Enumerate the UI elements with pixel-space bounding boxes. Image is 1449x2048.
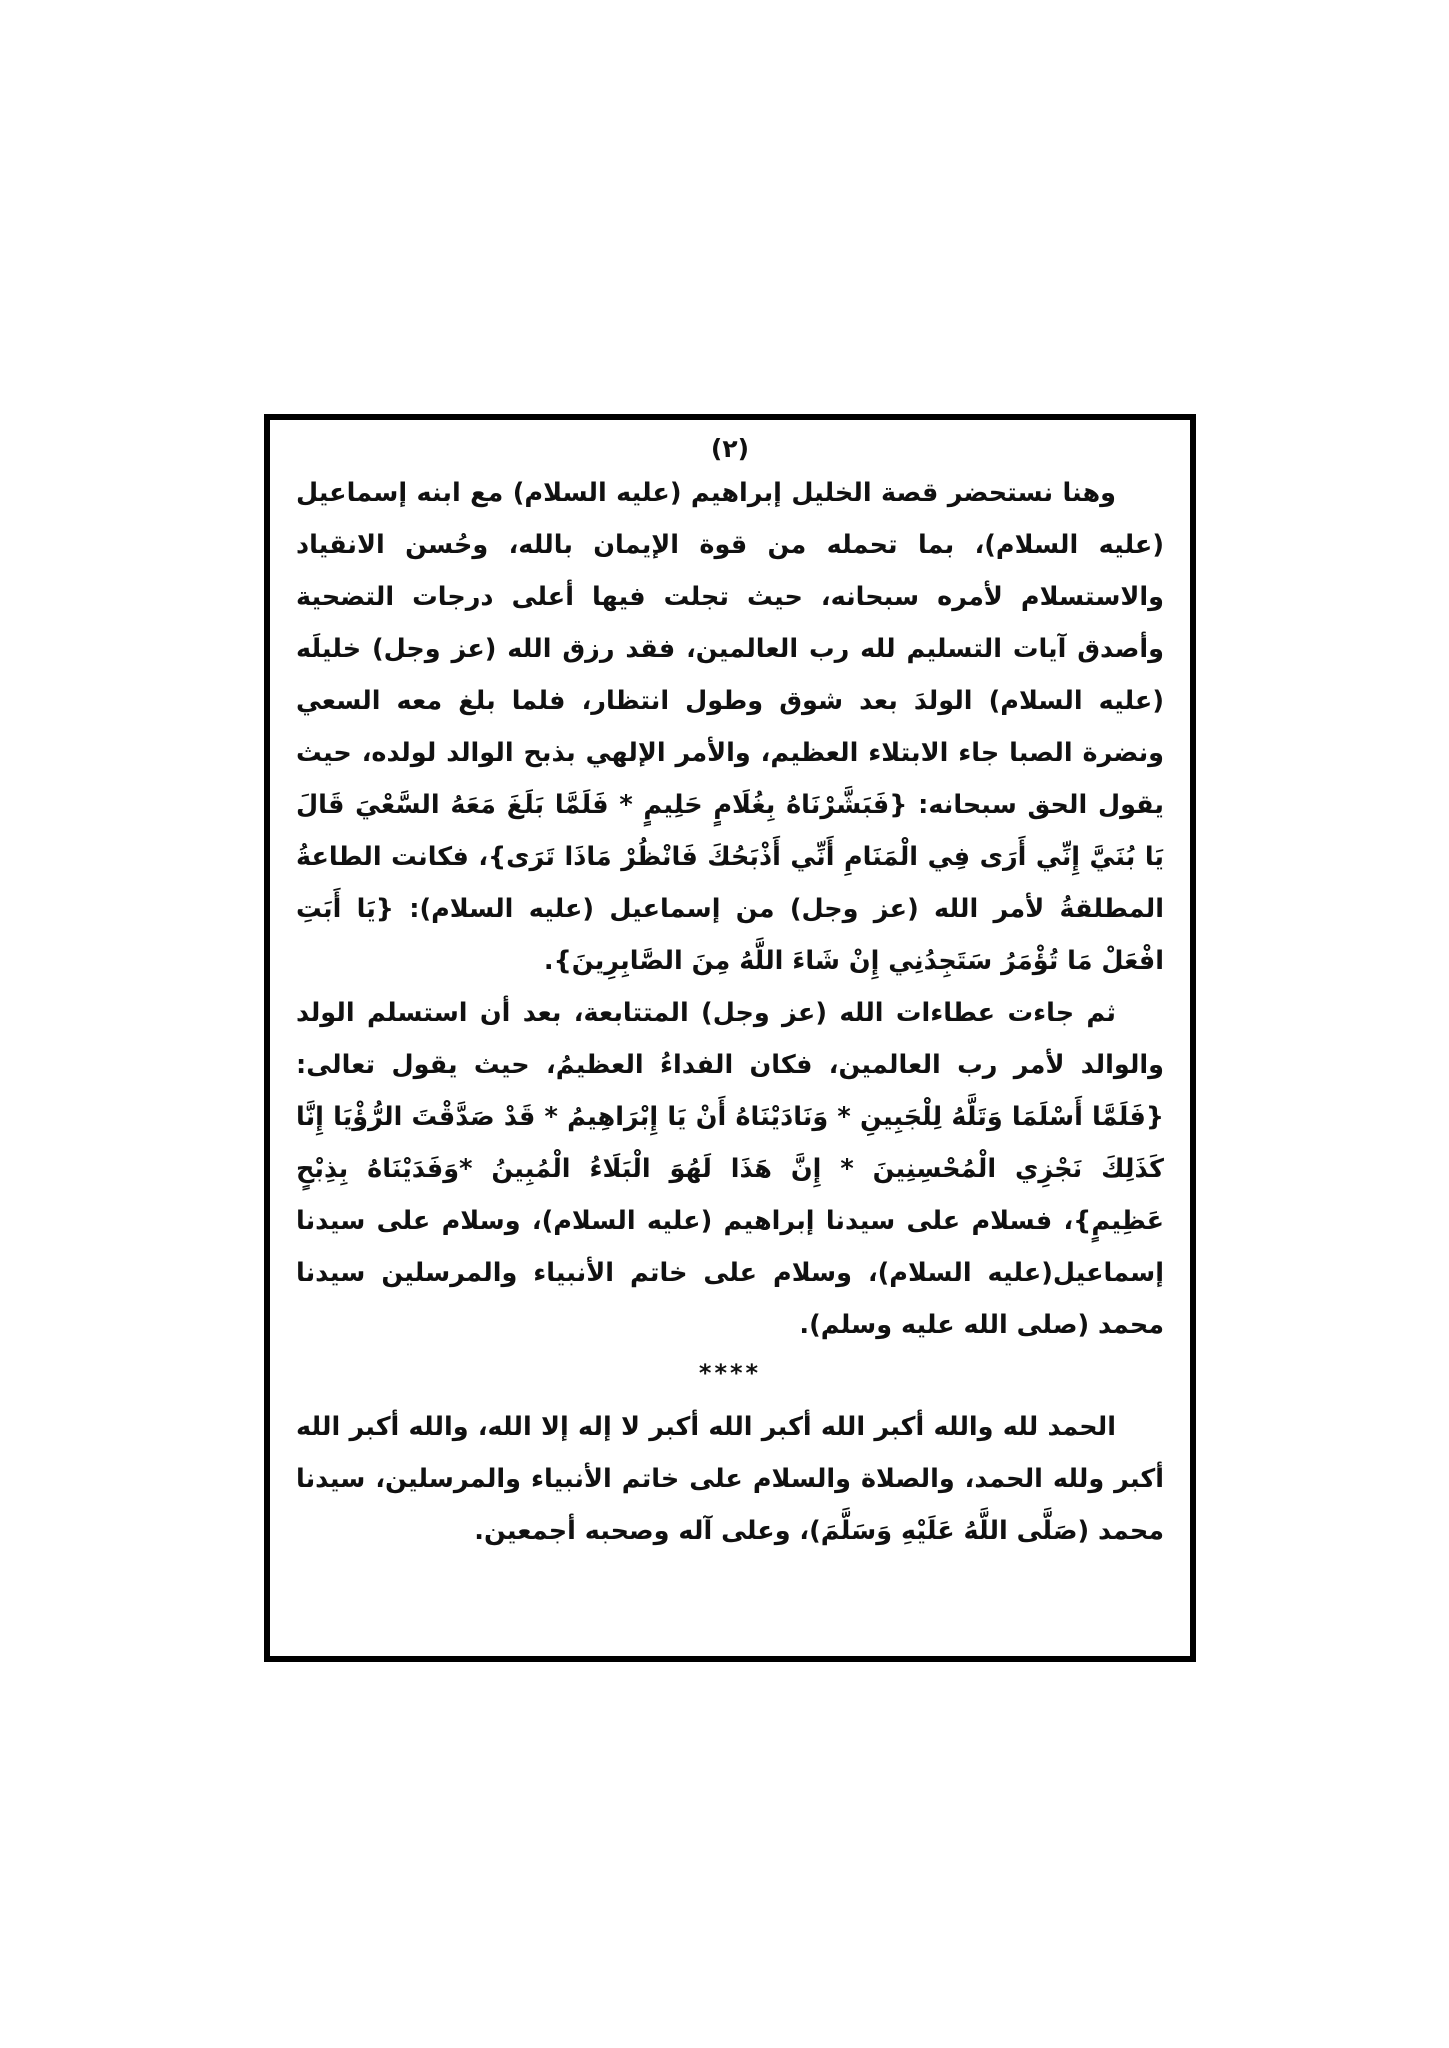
page-number: (٢)	[710, 434, 750, 463]
paragraph-ibrahim-story: وهنا نستحضر قصة الخليل إبراهيم (عليه السلام) مع ابنه إسماعيل (عليه السلام)، بما تحمله من قوة الإيمان بالله، وحُسن الانقياد والاستسلام لأمره سبحانه، حيث تجلت فيها أعلى درجات التضحية وأصدق آيات التسليم لله رب العالمين، فقد رزق الله (عز وجل) خليلَه (عليه السلام) الولدَ بعد شوق وطول انتظار، فلما بلغ معه السعي ونضرة الصبا جاء الابتلاء العظيم، والأمر الإلهي بذبح الوالد لولده، حيث يقول الحق سبحانه: {فَبَشَّرْنَاهُ بِغُلَامٍ حَلِيمٍ * فَلَمَّا بَلَغَ مَعَهُ السَّعْيَ قَالَ يَا بُنَيَّ إِنِّي أَرَى فِي الْمَنَامِ أَنِّي أَذْبَحُكَ فَانْظُرْ مَاذَا تَرَى}، فكانت الطاعةُ المطلقةُ لأمر الله (عز وجل) من إسماعيل (عليه السلام): {يَا أَبَتِ افْعَلْ مَا تُؤْمَرُ سَتَجِدُنِي إِنْ شَاءَ اللَّهُ مِنَ الصَّابِرِينَ}.	[296, 478, 1164, 976]
paragraph-sacrifice: ثم جاءت عطاءات الله (عز وجل) المتتابعة، بعد أن استسلم الولد والوالد لأمر رب العالمين، فكان الفداءُ العظيمُ، حيث يقول تعالى: {فَلَمَّا أَسْلَمَا وَتَلَّهُ لِلْجَبِينِ * وَنَادَيْنَاهُ أَنْ يَا إِبْرَاهِيمُ * قَدْ صَدَّقْتَ الرُّؤْيَا إِنَّا كَذَلِكَ نَجْزِي الْمُحْسِنِينَ * إِنَّ هَذَا لَهُوَ الْبَلَاءُ الْمُبِينُ *وَفَدَيْنَاهُ بِذِبْحٍ عَظِيمٍ}، فسلام على سيدنا إبراهيم (عليه السلام)، وسلام على سيدنا إسماعيل(عليه السلام)، وسلام على خاتم الأنبياء والمرسلين سيدنا محمد (صلى الله عليه وسلم).	[296, 998, 1164, 1340]
paragraph-closing-prayer: الحمد لله والله أكبر الله أكبر الله أكبر لا إله إلا الله، والله أكبر الله أكبر ولله الحمد، والصلاة والسلام على خاتم الأنبياء والمرسلين، سيدنا محمد (صَلَّى اللَّهُ عَلَيْهِ وَسَلَّمَ)، وعلى آله وصحبه أجمعين.	[296, 1412, 1164, 1546]
page-frame	[264, 414, 1196, 1662]
section-separator: ****	[698, 1359, 762, 1387]
